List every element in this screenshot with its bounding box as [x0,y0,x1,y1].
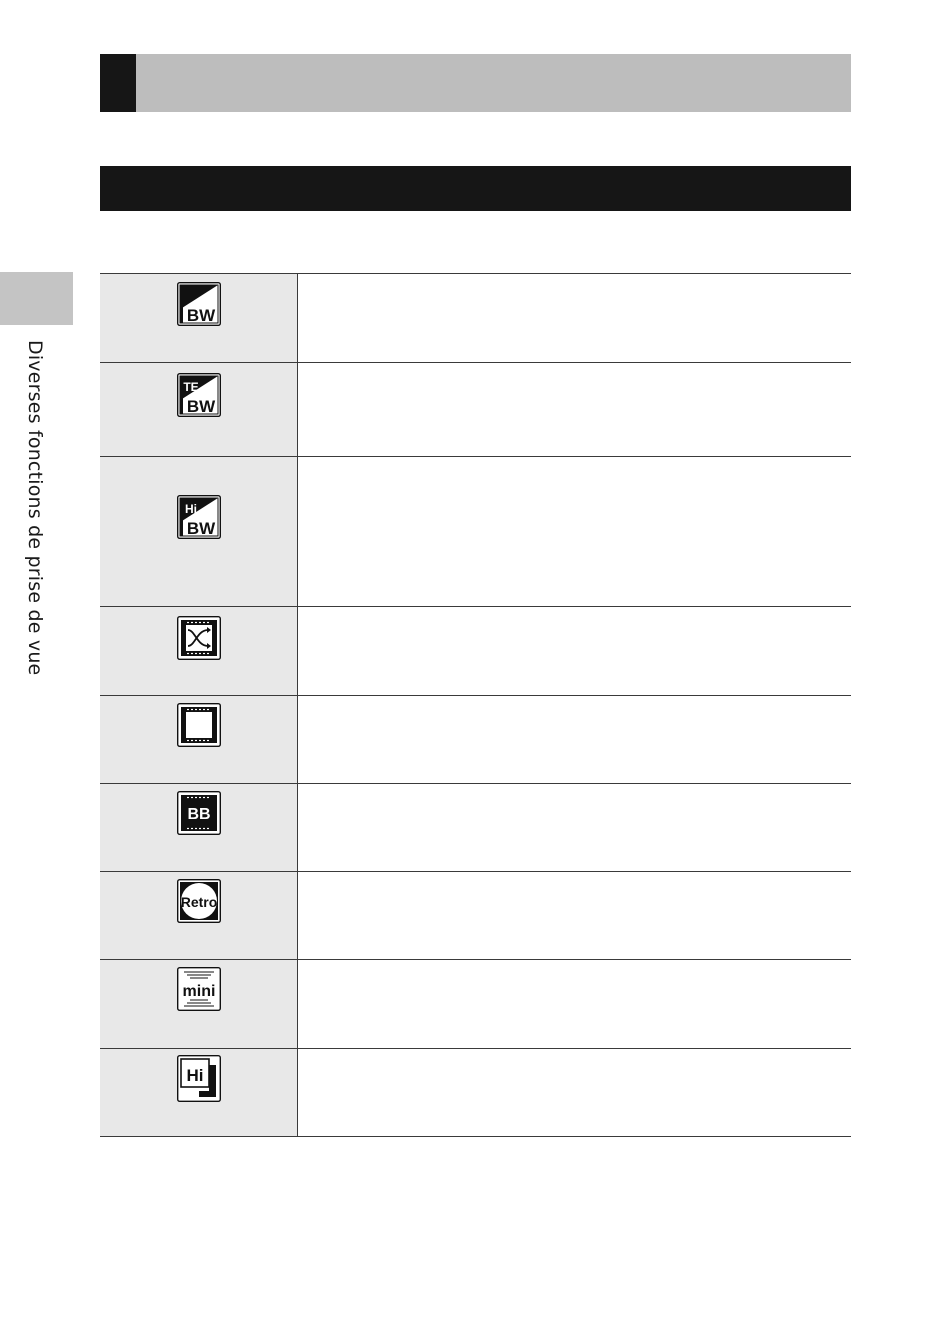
retro-icon [177,879,221,923]
effect-row-cross-process [100,607,851,696]
chapter-marker [100,54,136,112]
effect-row-bleach-bypass [100,784,851,872]
effect-description [298,960,851,1048]
effect-description [298,696,851,783]
icon-label: mini [182,983,215,1000]
effect-table [100,273,851,1137]
cross-process-icon [177,616,221,660]
icon-label: BW [186,397,215,416]
chapter-header-bar [100,54,851,112]
effect-description [298,363,851,456]
miniature-icon [177,967,221,1011]
effect-description [298,784,851,871]
effect-row-high-contrast [100,1049,851,1137]
section-heading-bar [100,166,851,211]
effect-icon-cell [100,607,298,695]
icon-label: Hi [186,1066,203,1085]
effect-description [298,872,851,959]
bw-icon [177,282,221,326]
effect-row-retro [100,872,851,960]
icon-label: BW [186,306,215,325]
icon-sub-label: TE [182,380,199,394]
effect-icon-cell [100,457,298,606]
effect-row-bw [100,274,851,363]
effect-icon-cell [100,696,298,783]
icon-label: BB [186,806,211,823]
effect-description [298,1049,851,1136]
effect-description [298,607,851,695]
effect-icon-cell [100,960,298,1048]
te-bw-icon [177,373,221,417]
bleach-bypass-icon [177,791,221,835]
effect-row-te-bw [100,363,851,457]
effect-icon-cell [100,872,298,959]
effect-row-hi-bw [100,457,851,607]
effect-description [298,274,851,362]
effect-description [298,457,851,606]
effect-icon-cell [100,363,298,456]
effect-icon-cell [100,1049,298,1136]
hi-bw-icon [177,495,221,539]
icon-sub-label: Hi [184,502,197,516]
effect-icon-cell [100,784,298,871]
effect-row-miniature [100,960,851,1049]
chapter-side-label: Diverses fonctions de prise de vue [24,340,46,676]
effect-row-film-frame [100,696,851,784]
icon-label: Retro [180,894,217,910]
film-frame-icon [177,703,221,747]
chapter-side-tab [0,272,73,325]
high-contrast-icon [177,1055,221,1102]
icon-label: BW [186,519,215,538]
effect-icon-cell [100,274,298,362]
